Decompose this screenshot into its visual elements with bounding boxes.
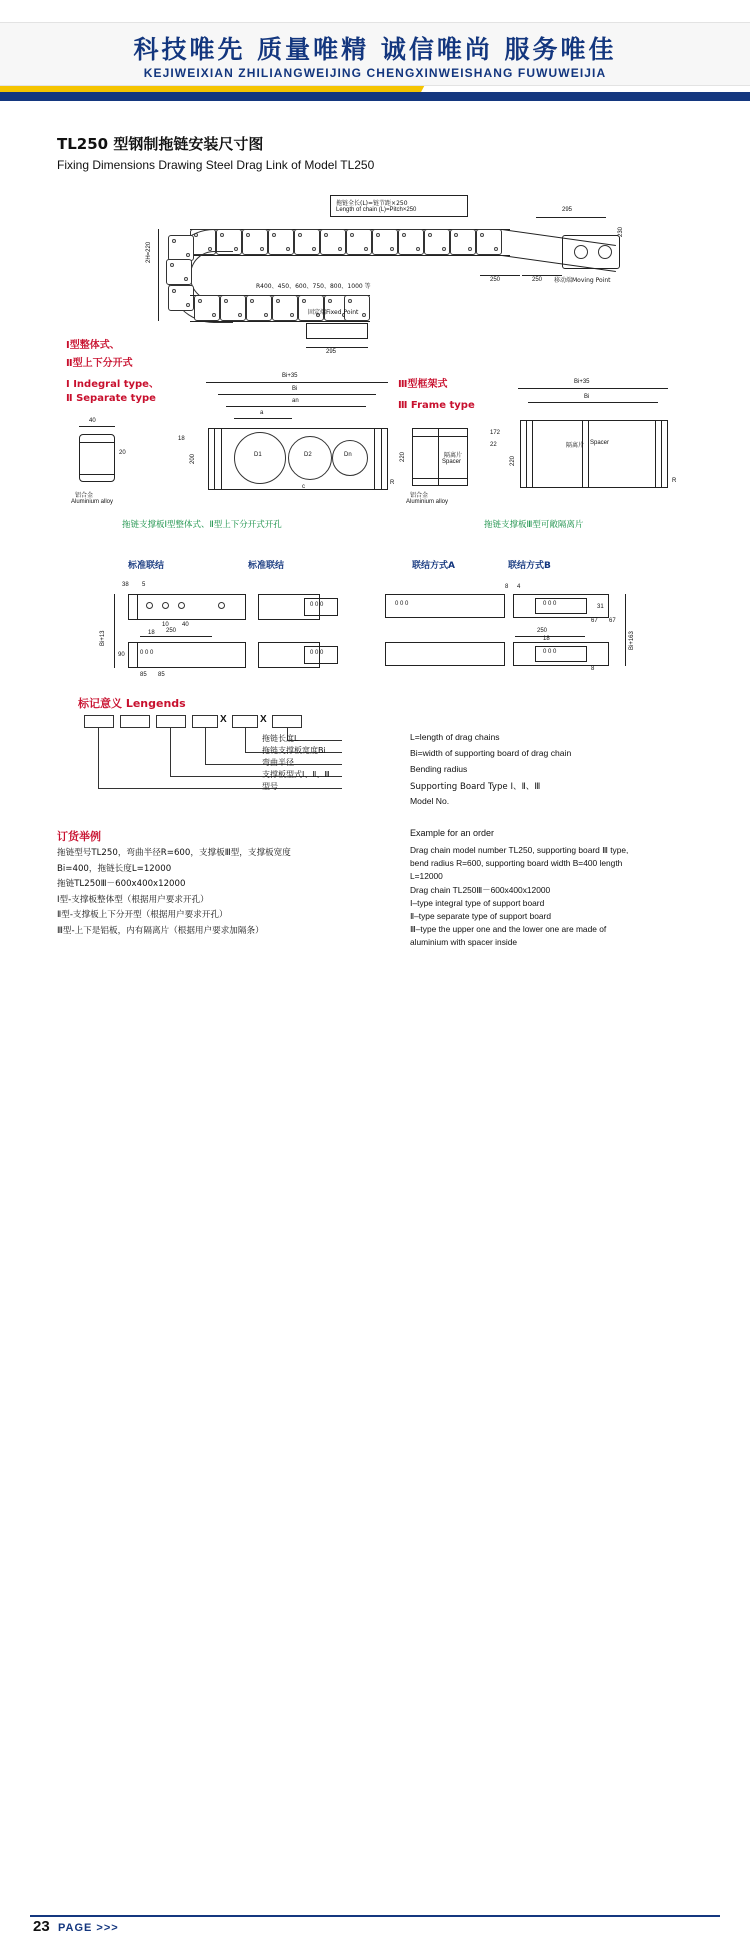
aluminium-label-en-2: Aluminium alloy	[406, 499, 449, 505]
connection-type-b-label: 联结方式B	[508, 561, 551, 571]
dim-a: a	[260, 410, 264, 416]
dim-4: 4	[517, 584, 521, 590]
dim-5: 5	[142, 582, 146, 588]
legend-item-4: 型号	[262, 782, 278, 791]
dim-22: 22	[490, 442, 497, 448]
connection-type-a-label: 联结方式A	[412, 561, 455, 571]
fixed-point-label: 固定端Fixed Point	[308, 309, 359, 316]
order-en-line-5: Ⅱ–type separate type of support board	[410, 911, 552, 922]
dim-2h-220: 2H=220	[146, 241, 152, 263]
frame-type-label-cn: Ⅲ型框架式	[398, 379, 448, 390]
chain-length-note-en: Length of chain (L)=Pitch×250	[336, 207, 417, 213]
page-number: 23	[33, 1918, 50, 1935]
aluminium-profile-drawing	[71, 418, 135, 505]
dim-40b: 40	[182, 622, 189, 628]
legend-x-2: X	[260, 714, 267, 725]
legend-x-1: X	[220, 714, 227, 725]
connection-std-left-label: 标准联结	[128, 561, 165, 571]
spacer-label-en: Spacer	[442, 459, 462, 465]
label-d1: D1	[254, 452, 262, 458]
page-title-en: Fixing Dimensions Drawing Steel Drag Link of Model TL250	[57, 158, 375, 172]
h-profile-drawing	[398, 420, 503, 505]
order-en-line-7: aluminium with spacer inside	[410, 937, 518, 948]
moving-point-label: 移动端Moving Point	[554, 277, 611, 284]
order-en-line-6: Ⅲ–type the upper one and the lower one are made of	[410, 924, 607, 935]
dim-85b: 85	[158, 672, 165, 678]
dim-bi-plus35-right: Bi+35	[574, 379, 590, 385]
support-board-section-drawing	[178, 373, 395, 503]
dim-40: 40	[89, 418, 96, 424]
legend-diagram	[82, 715, 372, 810]
spacer-label-cn: 隔离片	[444, 453, 463, 459]
order-cn-line-2: 拖链TL250Ⅲ－600x400x12000	[57, 879, 186, 889]
dim-an: an	[292, 398, 299, 404]
dim-r: R	[390, 480, 395, 486]
dim-18c: 18	[543, 636, 550, 642]
header-slogan-cn: 科技唯先 质量唯精 诚信唯尚 服务唯佳	[133, 35, 617, 64]
header-slogan-en: KEJIWEIXIAN ZHILIANGWEIJING CHENGXINWEISHANG FUWUWEIJIA	[143, 66, 607, 80]
dim-200: 200	[190, 453, 196, 464]
dim-bi163: Bi+163	[629, 631, 635, 650]
order-example-body-cn	[57, 846, 387, 939]
footer-rule	[30, 1915, 720, 1917]
order-example-body-en	[410, 844, 710, 950]
type-label-en-2: Ⅱ Separate type	[66, 393, 156, 404]
frame-type-label-en: Ⅲ Frame type	[398, 400, 475, 411]
legend-item-en-2: Bending radius	[410, 764, 468, 774]
dim-230: 230	[618, 226, 624, 237]
order-en-line-1: bend radius R=600, supporting board width B=400 length	[410, 858, 623, 869]
order-example-title-cn: 订货举例	[57, 830, 101, 843]
type-label-en-1: Ⅰ Indegral type、	[66, 379, 159, 390]
dim-bi-plus35: Bi+35	[282, 373, 298, 379]
dim-250d: 250	[537, 628, 548, 634]
standard-connection-drawing: 0 0 0 0 0 0 0 0 0 Bi+13 38 5 10 40 18 250 85 85 90	[100, 580, 355, 680]
order-cn-line-4: Ⅱ型-支撑板上下分开型（根据用户要求开孔）	[57, 910, 228, 920]
dim-38: 38	[122, 582, 129, 588]
page-label: PAGE >>>	[58, 1922, 119, 1934]
dim-250c: 250	[166, 628, 177, 634]
dim-85a: 85	[140, 672, 147, 678]
legend-item-en-1: Bi=width of supporting board of drag chain	[410, 748, 572, 758]
order-en-line-2: L=12000	[410, 871, 443, 882]
spacer-label-cn-2: 隔离片	[566, 443, 585, 449]
order-en-line-0: Drag chain model number TL250, supporting board Ⅲ type,	[410, 845, 629, 855]
dim-8b: 8	[591, 666, 595, 672]
legend-item-2: 弯曲半径	[262, 758, 294, 767]
dim-250-a: 250	[490, 277, 501, 283]
connection-std-right-label: 标准联结	[248, 561, 285, 571]
aluminium-label-cn: 铝合金	[75, 492, 94, 499]
legend-item-en-4: Model No.	[410, 796, 450, 806]
dim-c: c	[302, 484, 305, 490]
connection-type-ab-drawing: 0 0 0 0 0 0 0 0 0 Bi+163 8 4 250 18 8 31 67 67	[385, 580, 655, 680]
page-header	[0, 0, 750, 110]
header-blue-bar	[0, 92, 750, 101]
order-cn-line-5: Ⅲ型-上下是铝板，内有隔离片（根据用户要求加隔条）	[57, 925, 264, 936]
aluminium-label-cn-2: 铝合金	[410, 492, 429, 499]
dim-bi-right: Bi	[584, 394, 590, 400]
dim-220-left: 220	[400, 451, 406, 462]
order-cn-line-0: 拖链型号TL250，弯曲半径R=600，支撑板Ⅲ型，支撑板宽度	[57, 848, 291, 858]
order-en-line-3: Drag chain TL250Ⅲ－600x400x12000	[410, 884, 551, 895]
dim-bi13: Bi+13	[100, 630, 106, 646]
dim-10: 10	[162, 622, 169, 628]
dim-20: 20	[119, 450, 126, 456]
dim-8a: 8	[505, 584, 509, 590]
dim-90: 90	[118, 652, 125, 658]
dim-31: 31	[597, 604, 604, 610]
radius-note: R400、450、600、750、800、1000 等	[256, 283, 371, 290]
label-dn: Dn	[344, 452, 352, 458]
legend-item-en-3: Supporting Board Type Ⅰ、Ⅱ、Ⅲ	[410, 782, 541, 792]
dim-18b: 18	[148, 630, 155, 636]
legend-item-en-0: L=length of drag chains	[410, 732, 500, 742]
caption-support-board-right: 拖链支撑板Ⅲ型可敞隔离片	[484, 520, 584, 530]
dim-295-bottom: 295	[326, 349, 337, 355]
order-cn-line-3: Ⅰ型-支撑板整体型（根据用户要求开孔）	[57, 894, 209, 905]
aluminium-label-en: Aluminium alloy	[71, 499, 114, 505]
dim-172: 172	[490, 430, 501, 436]
dim-18: 18	[178, 436, 185, 442]
dim-bi: Bi	[292, 386, 298, 392]
legend-item-1: 拖链支撑板宽度Bi	[262, 746, 326, 755]
order-en-line-4: Ⅰ–type integral type of support board	[410, 897, 545, 908]
page-footer	[0, 955, 750, 1935]
legend-item-3: 支撑板型式Ⅰ、Ⅱ、Ⅲ	[262, 770, 330, 779]
type-label-cn-1: Ⅰ型整体式、	[66, 340, 120, 351]
legend-title: 标记意义 Lengends	[78, 697, 186, 710]
label-d2: D2	[304, 452, 312, 458]
page-title-cn: TL250 型钢制拖链安装尺寸图	[57, 135, 264, 153]
order-example-title-en: Example for an order	[410, 828, 495, 838]
legend-item-0: 拖链长度L	[262, 734, 299, 743]
dim-67b: 67	[609, 618, 616, 624]
dim-220-right: 220	[510, 455, 516, 466]
drag-chain-assembly-drawing	[146, 195, 624, 360]
dim-250-b: 250	[532, 277, 543, 283]
order-cn-line-1: Bi=400，拖链长度L=12000	[57, 863, 172, 874]
type-label-cn-2: Ⅱ型上下分开式	[66, 358, 133, 369]
dim-295-top: 295	[562, 207, 573, 213]
spacer-label-en-3: Spacer	[590, 440, 610, 446]
chain-length-note-cn: 拖链全长(L)=链节距×250	[336, 200, 408, 207]
dim-67a: 67	[591, 618, 598, 624]
caption-support-board-left: 拖链支撑板Ⅰ型整体式、Ⅱ型上下分开式开孔	[122, 520, 282, 530]
dim-r-right: R	[672, 478, 677, 484]
frame-type-board-drawing	[490, 378, 677, 503]
